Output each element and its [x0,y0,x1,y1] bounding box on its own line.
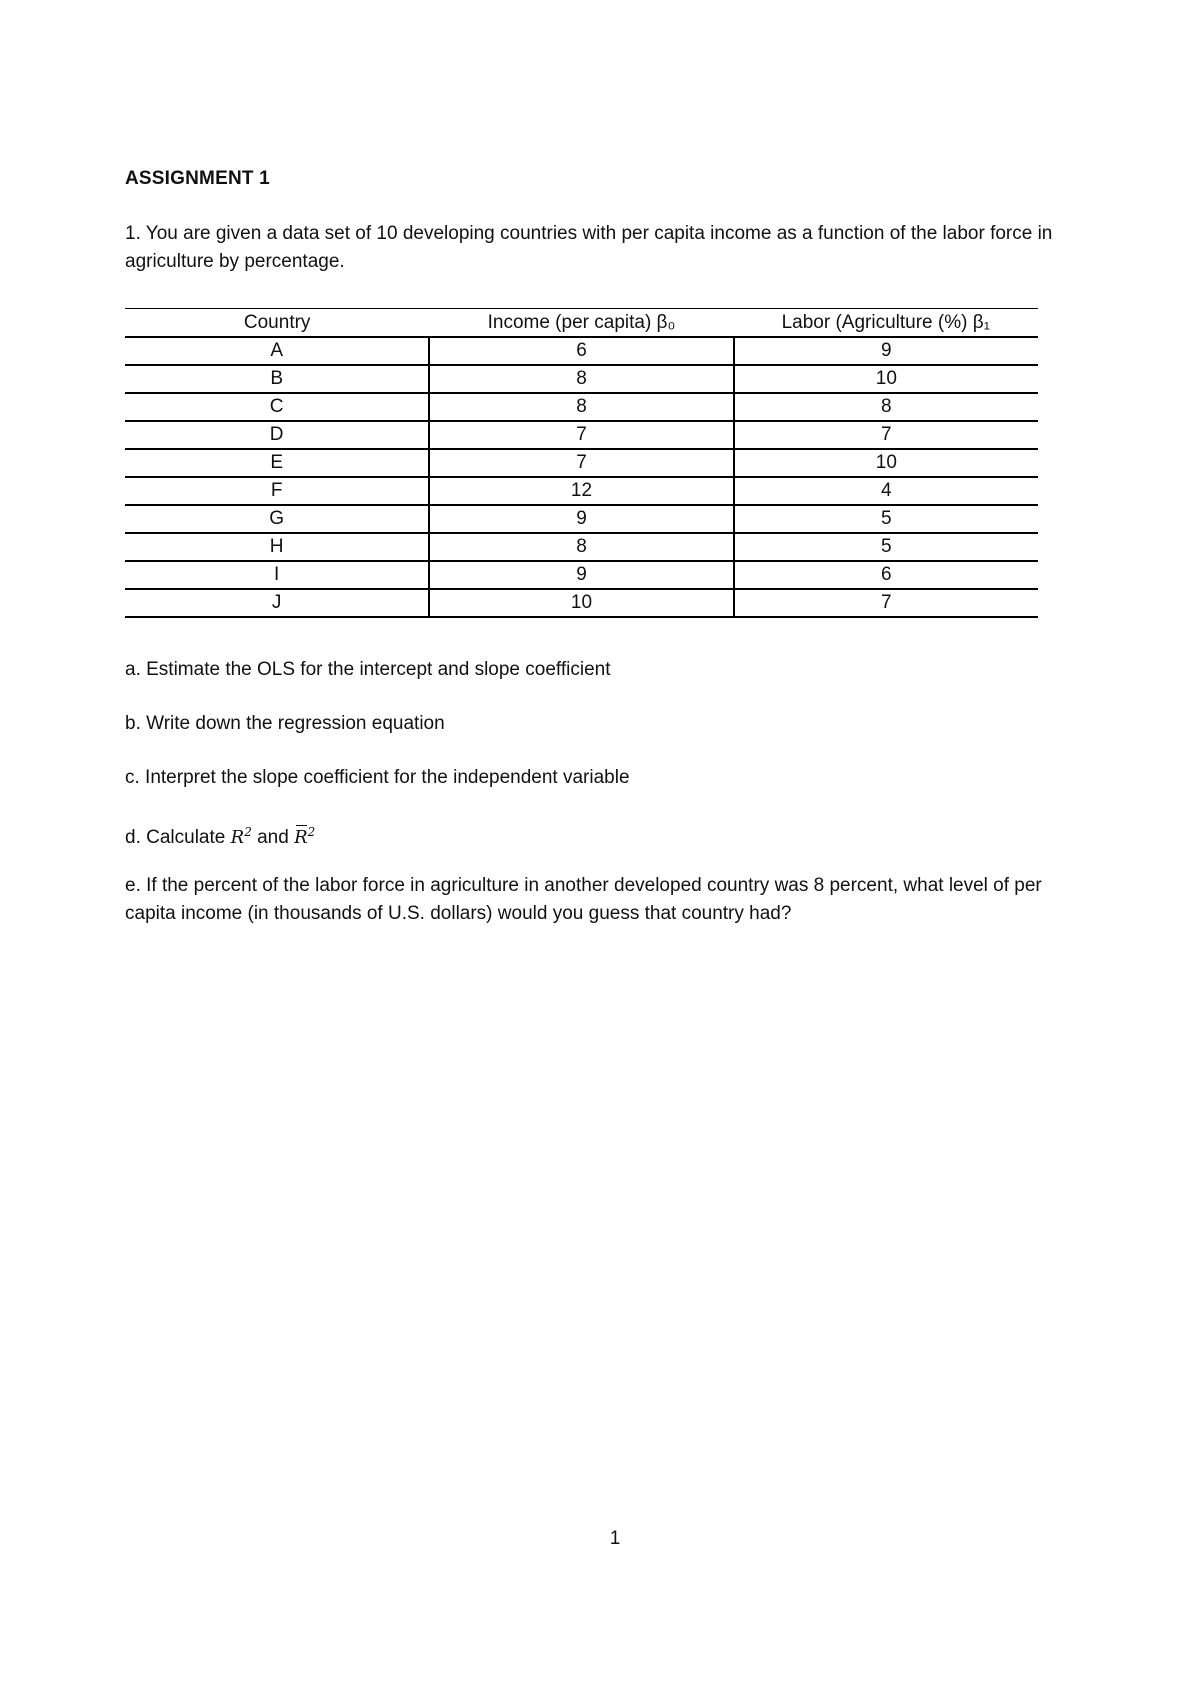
cell-country: E [125,449,429,477]
question-c: c. Interpret the slope coefficient for the independent variable [125,767,630,788]
cell-country: H [125,533,429,561]
table-row [125,421,1038,449]
header-income: Income (per capita) β₀ [429,309,733,338]
cell-income: 8 [429,533,733,561]
cell-labor: 5 [734,533,1038,561]
cell-income: 7 [429,421,733,449]
r-bar-letter: R [294,824,308,852]
table-row [125,393,1038,421]
table-row [125,505,1038,533]
cell-labor: 7 [734,421,1038,449]
cell-income: 9 [429,561,733,589]
question-d [125,818,1075,852]
cell-country: A [125,337,429,365]
table-row [125,365,1038,393]
cell-labor: 10 [734,365,1038,393]
cell-income: 10 [429,589,733,617]
cell-income: 8 [429,393,733,421]
table-row [125,337,1038,365]
question-a: a. Estimate the OLS for the intercept and slope coefficient [125,659,611,680]
cell-income: 7 [429,449,733,477]
intro-paragraph: 1. You are given a data set of 10 developing countries with per capita income as a function of the labor force in agriculture by percentage. [125,223,1053,272]
cell-income: 12 [429,477,733,505]
r-exponent: 2 [244,825,252,839]
question-d-and: and [257,827,289,848]
table-row [125,477,1038,505]
page-number: 1 [609,1528,621,1549]
cell-income: 8 [429,365,733,393]
cell-country: I [125,561,429,589]
table-row [125,561,1038,589]
r-bar-exponent: 2 [307,825,316,839]
data-table [125,308,1038,618]
r-letter: R [230,827,245,848]
cell-country: B [125,365,429,393]
question-d-prefix: d. Calculate [125,827,226,848]
header-country: Country [125,309,429,338]
adjusted-r-squared-symbol [294,827,315,848]
cell-income: 6 [429,337,733,365]
cell-income: 9 [429,505,733,533]
table-row [125,449,1038,477]
header-labor: Labor (Agriculture (%) β₁ [734,309,1038,338]
table-header-row [125,309,1038,338]
question-b: b. Write down the regression equation [125,713,445,734]
table-row [125,589,1038,617]
cell-labor: 5 [734,505,1038,533]
cell-country: G [125,505,429,533]
cell-country: D [125,421,429,449]
table-row [125,533,1038,561]
cell-labor: 10 [734,449,1038,477]
question-e: e. If the percent of the labor force in agriculture in another developed country was 8 percent, what level of per capita income (in thousands of U.S. dollars) would you guess that country had? [125,875,1042,924]
r-squared-symbol [231,827,252,848]
cell-labor: 8 [734,393,1038,421]
cell-labor: 7 [734,589,1038,617]
cell-labor: 4 [734,477,1038,505]
cell-country: J [125,589,429,617]
cell-labor: 6 [734,561,1038,589]
cell-country: C [125,393,429,421]
cell-labor: 9 [734,337,1038,365]
cell-country: F [125,477,429,505]
page-title: ASSIGNMENT 1 [125,168,270,189]
